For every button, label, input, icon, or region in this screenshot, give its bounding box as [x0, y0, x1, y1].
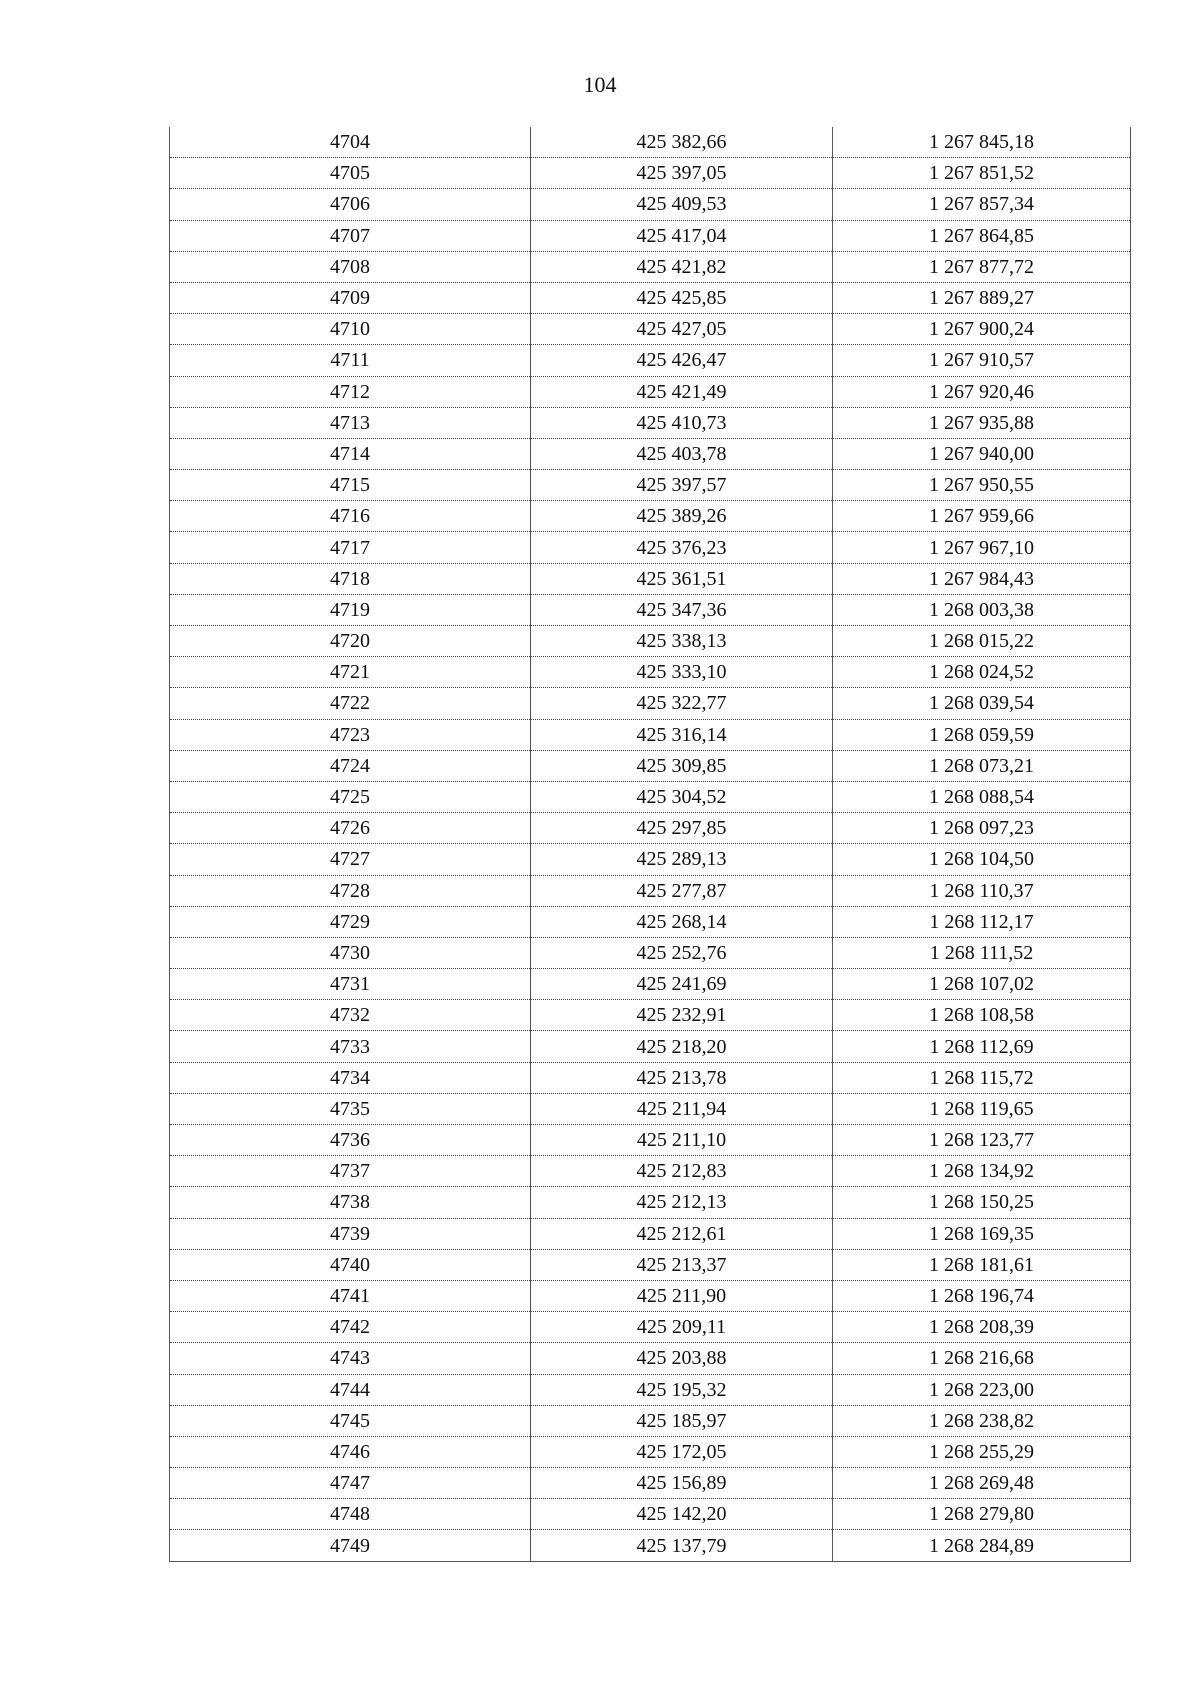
- y-coordinate-cell: 1 268 112,69: [833, 1031, 1131, 1062]
- x-coordinate-cell: 425 389,26: [531, 501, 833, 532]
- table-row: [170, 657, 1131, 688]
- y-coordinate-cell: 1 268 003,38: [833, 594, 1131, 625]
- y-coordinate-cell: 1 267 851,52: [833, 158, 1131, 189]
- table-row: [170, 532, 1131, 563]
- table-row: [170, 438, 1131, 469]
- x-coordinate-cell: 425 297,85: [531, 813, 833, 844]
- x-coordinate-cell: 425 427,05: [531, 314, 833, 345]
- point-number-cell: 4741: [170, 1280, 531, 1311]
- y-coordinate-cell: 1 268 134,92: [833, 1156, 1131, 1187]
- x-coordinate-cell: 425 403,78: [531, 438, 833, 469]
- table-row: [170, 1031, 1131, 1062]
- point-number-cell: 4729: [170, 906, 531, 937]
- table-row: [170, 937, 1131, 968]
- x-coordinate-cell: 425 361,51: [531, 563, 833, 594]
- x-coordinate-cell: 425 212,61: [531, 1218, 833, 1249]
- y-coordinate-cell: 1 268 024,52: [833, 657, 1131, 688]
- point-number-cell: 4733: [170, 1031, 531, 1062]
- y-coordinate-cell: 1 267 845,18: [833, 127, 1131, 158]
- x-coordinate-cell: 425 212,13: [531, 1187, 833, 1218]
- table-row: [170, 501, 1131, 532]
- table-row: [170, 1374, 1131, 1405]
- x-coordinate-cell: 425 309,85: [531, 750, 833, 781]
- table-row: [170, 1249, 1131, 1280]
- point-number-cell: 4725: [170, 781, 531, 812]
- table-row: [170, 1280, 1131, 1311]
- point-number-cell: 4708: [170, 251, 531, 282]
- x-coordinate-cell: 425 426,47: [531, 345, 833, 376]
- y-coordinate-cell: 1 268 073,21: [833, 750, 1131, 781]
- y-coordinate-cell: 1 268 107,02: [833, 969, 1131, 1000]
- x-coordinate-cell: 425 195,32: [531, 1374, 833, 1405]
- x-coordinate-cell: 425 425,85: [531, 282, 833, 313]
- point-number-cell: 4743: [170, 1343, 531, 1374]
- point-number-cell: 4713: [170, 407, 531, 438]
- table-row: [170, 1093, 1131, 1124]
- table-row: [170, 127, 1131, 158]
- y-coordinate-cell: 1 268 119,65: [833, 1093, 1131, 1124]
- table-row: [170, 719, 1131, 750]
- table-row: [170, 563, 1131, 594]
- point-number-cell: 4717: [170, 532, 531, 563]
- x-coordinate-cell: 425 338,13: [531, 626, 833, 657]
- point-number-cell: 4719: [170, 594, 531, 625]
- y-coordinate-cell: 1 268 039,54: [833, 688, 1131, 719]
- x-coordinate-cell: 425 211,90: [531, 1280, 833, 1311]
- x-coordinate-cell: 425 203,88: [531, 1343, 833, 1374]
- x-coordinate-cell: 425 209,11: [531, 1312, 833, 1343]
- y-coordinate-cell: 1 267 864,85: [833, 220, 1131, 251]
- coordinates-table-body: [170, 127, 1131, 1561]
- y-coordinate-cell: 1 268 111,52: [833, 937, 1131, 968]
- x-coordinate-cell: 425 410,73: [531, 407, 833, 438]
- point-number-cell: 4745: [170, 1405, 531, 1436]
- point-number-cell: 4712: [170, 376, 531, 407]
- y-coordinate-cell: 1 267 984,43: [833, 563, 1131, 594]
- point-number-cell: 4747: [170, 1468, 531, 1499]
- x-coordinate-cell: 425 409,53: [531, 189, 833, 220]
- table-row: [170, 220, 1131, 251]
- x-coordinate-cell: 425 137,79: [531, 1530, 833, 1561]
- point-number-cell: 4715: [170, 470, 531, 501]
- y-coordinate-cell: 1 268 059,59: [833, 719, 1131, 750]
- table-row: [170, 750, 1131, 781]
- x-coordinate-cell: 425 417,04: [531, 220, 833, 251]
- x-coordinate-cell: 425 232,91: [531, 1000, 833, 1031]
- point-number-cell: 4716: [170, 501, 531, 532]
- point-number-cell: 4735: [170, 1093, 531, 1124]
- table-row: [170, 1343, 1131, 1374]
- y-coordinate-cell: 1 267 959,66: [833, 501, 1131, 532]
- x-coordinate-cell: 425 304,52: [531, 781, 833, 812]
- table-row: [170, 345, 1131, 376]
- table-row: [170, 1000, 1131, 1031]
- point-number-cell: 4723: [170, 719, 531, 750]
- x-coordinate-cell: 425 277,87: [531, 875, 833, 906]
- point-number-cell: 4705: [170, 158, 531, 189]
- point-number-cell: 4726: [170, 813, 531, 844]
- table-row: [170, 813, 1131, 844]
- y-coordinate-cell: 1 268 181,61: [833, 1249, 1131, 1280]
- point-number-cell: 4707: [170, 220, 531, 251]
- x-coordinate-cell: 425 213,37: [531, 1249, 833, 1280]
- x-coordinate-cell: 425 322,77: [531, 688, 833, 719]
- coordinates-table: [169, 127, 1131, 1562]
- table-row: [170, 1499, 1131, 1530]
- table-row: [170, 875, 1131, 906]
- table-row: [170, 470, 1131, 501]
- x-coordinate-cell: 425 185,97: [531, 1405, 833, 1436]
- y-coordinate-cell: 1 268 269,48: [833, 1468, 1131, 1499]
- point-number-cell: 4721: [170, 657, 531, 688]
- point-number-cell: 4710: [170, 314, 531, 345]
- y-coordinate-cell: 1 268 104,50: [833, 844, 1131, 875]
- point-number-cell: 4742: [170, 1312, 531, 1343]
- x-coordinate-cell: 425 211,94: [531, 1093, 833, 1124]
- y-coordinate-cell: 1 267 920,46: [833, 376, 1131, 407]
- table-row: [170, 189, 1131, 220]
- point-number-cell: 4706: [170, 189, 531, 220]
- x-coordinate-cell: 425 218,20: [531, 1031, 833, 1062]
- x-coordinate-cell: 425 289,13: [531, 844, 833, 875]
- x-coordinate-cell: 425 421,49: [531, 376, 833, 407]
- point-number-cell: 4727: [170, 844, 531, 875]
- point-number-cell: 4714: [170, 438, 531, 469]
- y-coordinate-cell: 1 268 208,39: [833, 1312, 1131, 1343]
- y-coordinate-cell: 1 268 238,82: [833, 1405, 1131, 1436]
- y-coordinate-cell: 1 267 940,00: [833, 438, 1131, 469]
- table-row: [170, 1405, 1131, 1436]
- y-coordinate-cell: 1 268 097,23: [833, 813, 1131, 844]
- x-coordinate-cell: 425 316,14: [531, 719, 833, 750]
- table-row: [170, 376, 1131, 407]
- x-coordinate-cell: 425 241,69: [531, 969, 833, 1000]
- point-number-cell: 4748: [170, 1499, 531, 1530]
- x-coordinate-cell: 425 212,83: [531, 1156, 833, 1187]
- table-row: [170, 1436, 1131, 1467]
- point-number-cell: 4711: [170, 345, 531, 376]
- y-coordinate-cell: 1 268 255,29: [833, 1436, 1131, 1467]
- table-row: [170, 314, 1131, 345]
- y-coordinate-cell: 1 267 967,10: [833, 532, 1131, 563]
- x-coordinate-cell: 425 156,89: [531, 1468, 833, 1499]
- y-coordinate-cell: 1 268 279,80: [833, 1499, 1131, 1530]
- y-coordinate-cell: 1 268 196,74: [833, 1280, 1131, 1311]
- y-coordinate-cell: 1 267 877,72: [833, 251, 1131, 282]
- point-number-cell: 4722: [170, 688, 531, 719]
- x-coordinate-cell: 425 252,76: [531, 937, 833, 968]
- y-coordinate-cell: 1 267 910,57: [833, 345, 1131, 376]
- y-coordinate-cell: 1 268 110,37: [833, 875, 1131, 906]
- x-coordinate-cell: 425 376,23: [531, 532, 833, 563]
- point-number-cell: 4749: [170, 1530, 531, 1561]
- point-number-cell: 4704: [170, 127, 531, 158]
- table-row: [170, 1062, 1131, 1093]
- table-row: [170, 1312, 1131, 1343]
- y-coordinate-cell: 1 267 935,88: [833, 407, 1131, 438]
- y-coordinate-cell: 1 267 889,27: [833, 282, 1131, 313]
- point-number-cell: 4732: [170, 1000, 531, 1031]
- table-row: [170, 407, 1131, 438]
- x-coordinate-cell: 425 397,57: [531, 470, 833, 501]
- point-number-cell: 4739: [170, 1218, 531, 1249]
- point-number-cell: 4736: [170, 1125, 531, 1156]
- x-coordinate-cell: 425 382,66: [531, 127, 833, 158]
- y-coordinate-cell: 1 267 857,34: [833, 189, 1131, 220]
- table-row: [170, 1156, 1131, 1187]
- point-number-cell: 4728: [170, 875, 531, 906]
- x-coordinate-cell: 425 172,05: [531, 1436, 833, 1467]
- y-coordinate-cell: 1 268 115,72: [833, 1062, 1131, 1093]
- y-coordinate-cell: 1 268 123,77: [833, 1125, 1131, 1156]
- table-row: [170, 1218, 1131, 1249]
- point-number-cell: 4731: [170, 969, 531, 1000]
- point-number-cell: 4734: [170, 1062, 531, 1093]
- table-row: [170, 906, 1131, 937]
- table-row: [170, 1530, 1131, 1561]
- point-number-cell: 4730: [170, 937, 531, 968]
- point-number-cell: 4738: [170, 1187, 531, 1218]
- x-coordinate-cell: 425 211,10: [531, 1125, 833, 1156]
- point-number-cell: 4720: [170, 626, 531, 657]
- x-coordinate-cell: 425 268,14: [531, 906, 833, 937]
- point-number-cell: 4709: [170, 282, 531, 313]
- table-row: [170, 688, 1131, 719]
- point-number-cell: 4737: [170, 1156, 531, 1187]
- y-coordinate-cell: 1 268 015,22: [833, 626, 1131, 657]
- point-number-cell: 4724: [170, 750, 531, 781]
- y-coordinate-cell: 1 268 223,00: [833, 1374, 1131, 1405]
- x-coordinate-cell: 425 421,82: [531, 251, 833, 282]
- y-coordinate-cell: 1 268 150,25: [833, 1187, 1131, 1218]
- y-coordinate-cell: 1 268 112,17: [833, 906, 1131, 937]
- point-number-cell: 4744: [170, 1374, 531, 1405]
- y-coordinate-cell: 1 267 900,24: [833, 314, 1131, 345]
- y-coordinate-cell: 1 268 108,58: [833, 1000, 1131, 1031]
- point-number-cell: 4746: [170, 1436, 531, 1467]
- table-row: [170, 626, 1131, 657]
- x-coordinate-cell: 425 397,05: [531, 158, 833, 189]
- table-row: [170, 844, 1131, 875]
- point-number-cell: 4718: [170, 563, 531, 594]
- table-row: [170, 969, 1131, 1000]
- page-number: 104: [583, 72, 617, 97]
- table-row: [170, 781, 1131, 812]
- x-coordinate-cell: 425 347,36: [531, 594, 833, 625]
- y-coordinate-cell: 1 267 950,55: [833, 470, 1131, 501]
- x-coordinate-cell: 425 213,78: [531, 1062, 833, 1093]
- table-row: [170, 1125, 1131, 1156]
- table-row: [170, 594, 1131, 625]
- y-coordinate-cell: 1 268 088,54: [833, 781, 1131, 812]
- y-coordinate-cell: 1 268 284,89: [833, 1530, 1131, 1561]
- y-coordinate-cell: 1 268 216,68: [833, 1343, 1131, 1374]
- table-row: [170, 1187, 1131, 1218]
- x-coordinate-cell: 425 142,20: [531, 1499, 833, 1530]
- y-coordinate-cell: 1 268 169,35: [833, 1218, 1131, 1249]
- x-coordinate-cell: 425 333,10: [531, 657, 833, 688]
- table-row: [170, 251, 1131, 282]
- table-row: [170, 282, 1131, 313]
- table-row: [170, 1468, 1131, 1499]
- point-number-cell: 4740: [170, 1249, 531, 1280]
- table-row: [170, 158, 1131, 189]
